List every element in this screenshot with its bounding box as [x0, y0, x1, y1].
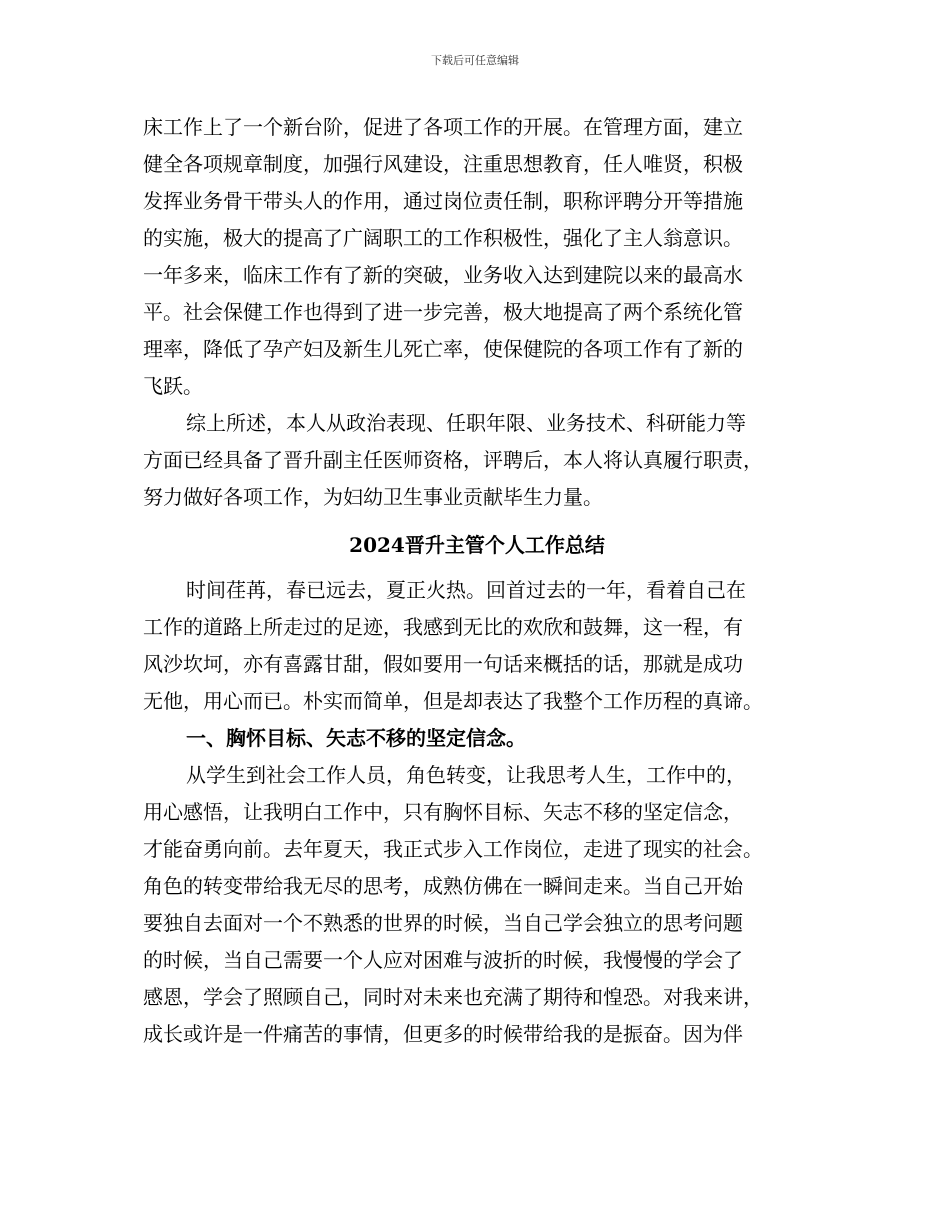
text-line: 飞跃。 [143, 374, 203, 398]
text-line: 时间荏苒，春已远去，夏正火热。回首过去的一年，看着自己在 [186, 578, 746, 602]
text-line: 理率，降低了孕产妇及新生儿死亡率，使保健院的各项工作有了新的 [143, 337, 743, 361]
document-body [143, 109, 811, 1053]
paragraph-intro [143, 572, 811, 720]
text-line: 一年多来，临床工作有了新的突破，业务收入达到建院以来的最高水 [143, 263, 743, 287]
text-line: 才能奋勇向前。去年夏天，我正式步入工作岗位，走进了现实的社会。 [143, 837, 763, 861]
text-line: 要独自去面对一个不熟悉的世界的时候，当自己学会独立的思考问题 [143, 911, 743, 935]
text-line: 健全各项规章制度，加强行风建设，注重思想教育，任人唯贤，积极 [143, 152, 743, 176]
text-line: 角色的转变带给我无尽的思考，成熟仿佛在一瞬间走来。当自己开始 [143, 874, 743, 898]
text-line: 从学生到社会工作人员，角色转变，让我思考人生，工作中的， [186, 763, 746, 787]
text-line: 发挥业务骨干带头人的作用，通过岗位责任制，职称评聘分开等措施 [143, 189, 743, 213]
document-title: 2024晋升主管个人工作总结 [349, 533, 605, 557]
page-header: 下载后可任意编辑 [431, 54, 519, 67]
section-heading: 一、胸怀目标、矢志不移的坚定信念。 [186, 726, 526, 750]
text-line: 用心感悟，让我明白工作中，只有胸怀目标、矢志不移的坚定信念， [143, 800, 743, 824]
text-line: 风沙坎坷，亦有喜露甘甜，假如要用一句话来概括的话，那就是成功 [143, 652, 743, 676]
text-line: 床工作上了一个新台阶，促进了各项工作的开展。在管理方面，建立 [143, 115, 743, 139]
text-line: 的实施，极大的提高了广阔职工的工作积极性，强化了主人翁意识。 [143, 226, 743, 250]
text-line: 无他，用心而已。朴实而简单，但是却表达了我整个工作历程的真谛。 [143, 689, 763, 713]
text-line: 成长或许是一件痛苦的事情，但更多的时候带给我的是振奋。因为伴 [143, 1022, 743, 1046]
paragraph-body [143, 757, 811, 1053]
text-line: 方面已经具备了晋升副主任医师资格，评聘后，本人将认真履行职责， [143, 448, 763, 472]
paragraph-conclusion [143, 405, 811, 516]
text-line: 努力做好各项工作，为妇幼卫生事业贡献毕生力量。 [143, 485, 603, 509]
text-line: 的时候，当自己需要一个人应对困难与波折的时候，我慢慢的学会了 [143, 948, 743, 972]
text-line: 工作的道路上所走过的足迹，我感到无比的欢欣和鼓舞，这一程，有 [143, 615, 743, 639]
text-line: 综上所述，本人从政治表现、任职年限、业务技术、科研能力等 [186, 411, 746, 435]
text-line: 平。社会保健工作也得到了进一步完善，极大地提高了两个系统化管 [143, 300, 743, 324]
paragraph-continued [143, 109, 811, 405]
text-line: 感恩，学会了照顾自己，同时对未来也充满了期待和惶恐。对我来讲， [143, 985, 763, 1009]
